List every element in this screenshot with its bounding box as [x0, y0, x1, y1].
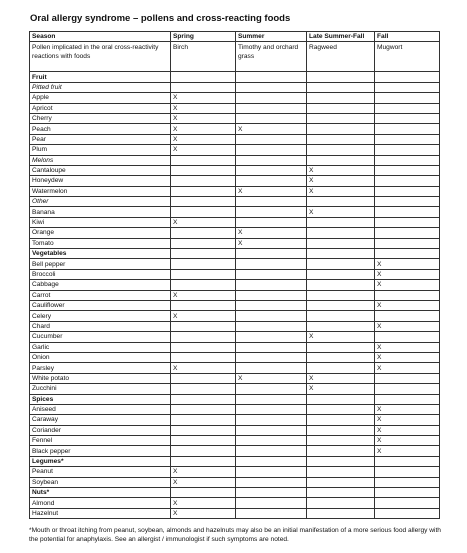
season-mark: X [375, 259, 440, 269]
empty-cell [236, 488, 307, 498]
season-mark [236, 207, 307, 217]
season-mark [171, 446, 236, 456]
food-name: White potato [30, 373, 171, 383]
table-row [30, 467, 440, 477]
table-row [30, 508, 440, 518]
season-mark [375, 93, 440, 103]
season-mark [307, 290, 375, 300]
empty-cell [236, 82, 307, 92]
season-mark [236, 269, 307, 279]
season-mark [307, 436, 375, 446]
season-mark [307, 508, 375, 518]
section-row [30, 72, 440, 82]
season-mark [307, 363, 375, 373]
table-row [30, 124, 440, 134]
season-mark [171, 352, 236, 362]
season-mark: X [171, 113, 236, 123]
season-mark [307, 280, 375, 290]
season-mark [236, 176, 307, 186]
empty-cell [236, 456, 307, 466]
food-name: Soybean [30, 477, 171, 487]
season-mark: X [171, 508, 236, 518]
season-mark [307, 404, 375, 414]
season-mark [307, 342, 375, 352]
food-name: Apricot [30, 103, 171, 113]
table-row [30, 384, 440, 394]
season-mark [236, 300, 307, 310]
season-mark [307, 113, 375, 123]
table-row [30, 280, 440, 290]
season-mark [375, 165, 440, 175]
season-mark: X [171, 124, 236, 134]
season-mark [236, 113, 307, 123]
season-mark [307, 415, 375, 425]
empty-cell [171, 394, 236, 404]
season-mark [171, 321, 236, 331]
season-mark [171, 207, 236, 217]
empty-cell [236, 197, 307, 207]
food-name: Parsley [30, 363, 171, 373]
season-mark [375, 176, 440, 186]
food-name: Orange [30, 228, 171, 238]
allergy-table [29, 31, 440, 519]
page-title: Oral allergy syndrome – pollens and cross-reacting foods [30, 13, 291, 24]
season-mark: X [171, 311, 236, 321]
season-mark [171, 404, 236, 414]
empty-cell [307, 249, 375, 259]
season-mark [171, 176, 236, 186]
empty-cell [307, 197, 375, 207]
food-name: Broccoli [30, 269, 171, 279]
food-name: Garlic [30, 342, 171, 352]
subsection-label: Pitted fruit [30, 82, 171, 92]
subsection-row [30, 197, 440, 207]
section-label: Spices [30, 394, 171, 404]
table-row [30, 425, 440, 435]
empty-cell [307, 155, 375, 165]
header-season: Season [30, 32, 171, 42]
season-mark: X [375, 425, 440, 435]
table-row [30, 186, 440, 196]
season-mark [375, 384, 440, 394]
season-mark [236, 332, 307, 342]
empty-cell [375, 197, 440, 207]
season-mark [236, 145, 307, 155]
subsection-row [30, 82, 440, 92]
season-mark [236, 352, 307, 362]
season-mark [375, 477, 440, 487]
table-row [30, 290, 440, 300]
season-mark [375, 207, 440, 217]
season-mark: X [307, 207, 375, 217]
season-mark: X [171, 93, 236, 103]
season-mark [236, 425, 307, 435]
pollen-spring: Birch [171, 42, 236, 72]
season-mark [307, 134, 375, 144]
empty-cell [375, 249, 440, 259]
season-mark [375, 238, 440, 248]
season-mark: X [375, 269, 440, 279]
empty-cell [171, 197, 236, 207]
season-mark [171, 415, 236, 425]
empty-cell [307, 394, 375, 404]
season-mark [171, 425, 236, 435]
season-mark [236, 93, 307, 103]
footnote: *Mouth or throat itching from peanut, soybean, almonds and hazelnuts may also be an initial manifestation of a more serious food allergy with the potential for anaphylaxis. See an allergist / immunologist if such symptoms are noted. [29, 527, 441, 543]
table-body [30, 42, 440, 519]
header-row [30, 32, 440, 42]
empty-cell [236, 155, 307, 165]
food-name: Banana [30, 207, 171, 217]
season-mark [171, 280, 236, 290]
food-name: Apple [30, 93, 171, 103]
table-row [30, 477, 440, 487]
empty-cell [171, 82, 236, 92]
season-mark [171, 436, 236, 446]
season-mark [375, 113, 440, 123]
season-mark [236, 280, 307, 290]
season-mark [236, 415, 307, 425]
table-row [30, 498, 440, 508]
subsection-row [30, 155, 440, 165]
section-row [30, 456, 440, 466]
section-row [30, 394, 440, 404]
pollen-summer: Timothy and orchard grass [236, 42, 307, 72]
season-mark [307, 425, 375, 435]
header-fall: Fall [375, 32, 440, 42]
table-row [30, 145, 440, 155]
food-name: Watermelon [30, 186, 171, 196]
season-mark: X [307, 165, 375, 175]
season-mark [236, 477, 307, 487]
food-name: Kiwi [30, 217, 171, 227]
header-spring: Spring [171, 32, 236, 42]
empty-cell [236, 72, 307, 82]
food-name: Hazelnut [30, 508, 171, 518]
food-name: Caraway [30, 415, 171, 425]
empty-cell [307, 72, 375, 82]
season-mark [307, 217, 375, 227]
season-mark [375, 145, 440, 155]
season-mark [171, 165, 236, 175]
season-mark: X [375, 321, 440, 331]
food-name: Fennel [30, 436, 171, 446]
season-mark: X [171, 467, 236, 477]
season-mark [307, 103, 375, 113]
season-mark [307, 124, 375, 134]
header-late-summer-fall: Late Summer-Fall [307, 32, 375, 42]
season-mark [307, 477, 375, 487]
empty-cell [375, 82, 440, 92]
season-mark [375, 311, 440, 321]
empty-cell [375, 155, 440, 165]
season-mark: X [307, 373, 375, 383]
empty-cell [375, 456, 440, 466]
table-row [30, 436, 440, 446]
subsection-label: Melons [30, 155, 171, 165]
food-name: Peach [30, 124, 171, 134]
season-mark: X [375, 404, 440, 414]
season-mark: X [375, 363, 440, 373]
table-row [30, 238, 440, 248]
season-mark: X [375, 415, 440, 425]
empty-cell [171, 72, 236, 82]
season-mark [236, 446, 307, 456]
season-mark [307, 446, 375, 456]
food-name: Cauliflower [30, 300, 171, 310]
season-mark [171, 373, 236, 383]
table-row [30, 446, 440, 456]
season-mark: X [375, 342, 440, 352]
season-mark: X [375, 352, 440, 362]
season-mark [307, 238, 375, 248]
season-mark: X [375, 446, 440, 456]
food-name: Carrot [30, 290, 171, 300]
season-mark [236, 259, 307, 269]
empty-cell [171, 488, 236, 498]
season-mark [307, 321, 375, 331]
season-mark [236, 321, 307, 331]
table-row [30, 311, 440, 321]
table-row [30, 363, 440, 373]
season-mark [307, 93, 375, 103]
pollen-row-label: Pollen implicated in the oral cross-reactivity reactions with foods [30, 42, 171, 72]
food-name: Celery [30, 311, 171, 321]
section-label: Nuts* [30, 488, 171, 498]
season-mark [307, 352, 375, 362]
season-mark [236, 498, 307, 508]
table-row [30, 176, 440, 186]
section-row [30, 488, 440, 498]
season-mark: X [236, 228, 307, 238]
season-mark [236, 436, 307, 446]
season-mark: X [171, 290, 236, 300]
table-row [30, 321, 440, 331]
food-name: Chard [30, 321, 171, 331]
season-mark [236, 384, 307, 394]
food-name: Onion [30, 352, 171, 362]
season-mark [375, 228, 440, 238]
season-mark [307, 145, 375, 155]
season-mark [307, 467, 375, 477]
season-mark [171, 228, 236, 238]
season-mark [236, 363, 307, 373]
season-mark: X [171, 145, 236, 155]
empty-cell [307, 488, 375, 498]
empty-cell [171, 249, 236, 259]
empty-cell [307, 456, 375, 466]
table-row [30, 352, 440, 362]
food-name: Plum [30, 145, 171, 155]
season-mark: X [307, 332, 375, 342]
season-mark: X [307, 384, 375, 394]
empty-cell [171, 155, 236, 165]
season-mark [236, 103, 307, 113]
food-name: Almond [30, 498, 171, 508]
season-mark: X [236, 124, 307, 134]
season-mark [171, 269, 236, 279]
pollen-fall: Mugwort [375, 42, 440, 72]
empty-cell [375, 394, 440, 404]
season-mark [375, 134, 440, 144]
season-mark [307, 498, 375, 508]
season-mark [375, 103, 440, 113]
table-row [30, 207, 440, 217]
season-mark [171, 342, 236, 352]
season-mark [307, 259, 375, 269]
season-mark: X [171, 477, 236, 487]
season-mark [236, 467, 307, 477]
season-mark [375, 467, 440, 477]
table-row [30, 103, 440, 113]
season-mark [375, 373, 440, 383]
season-mark [171, 332, 236, 342]
table-row [30, 404, 440, 414]
season-mark [236, 165, 307, 175]
season-mark [307, 311, 375, 321]
season-mark [171, 384, 236, 394]
season-mark: X [236, 238, 307, 248]
table-row [30, 217, 440, 227]
season-mark: X [171, 217, 236, 227]
table-row [30, 259, 440, 269]
empty-cell [375, 72, 440, 82]
table-row [30, 332, 440, 342]
table-row [30, 134, 440, 144]
season-mark [236, 342, 307, 352]
food-name: Cherry [30, 113, 171, 123]
header-summer: Summer [236, 32, 307, 42]
food-name: Bell pepper [30, 259, 171, 269]
season-mark [171, 259, 236, 269]
season-mark [375, 498, 440, 508]
food-name: Coriander [30, 425, 171, 435]
empty-cell [307, 82, 375, 92]
season-mark [375, 290, 440, 300]
season-mark [236, 134, 307, 144]
table-row [30, 373, 440, 383]
table-row [30, 300, 440, 310]
season-mark: X [307, 186, 375, 196]
section-label: Vegetables [30, 249, 171, 259]
season-mark: X [171, 134, 236, 144]
empty-cell [171, 456, 236, 466]
table-row [30, 269, 440, 279]
food-name: Cabbage [30, 280, 171, 290]
food-name: Tomato [30, 238, 171, 248]
food-name: Pear [30, 134, 171, 144]
season-mark [171, 300, 236, 310]
table-row [30, 113, 440, 123]
pollen-late-summer-fall: Ragweed [307, 42, 375, 72]
season-mark [375, 332, 440, 342]
food-name: Black pepper [30, 446, 171, 456]
table-row [30, 165, 440, 175]
season-mark [236, 217, 307, 227]
food-name: Aniseed [30, 404, 171, 414]
empty-cell [236, 249, 307, 259]
season-mark [236, 311, 307, 321]
table-row [30, 342, 440, 352]
section-label: Fruit [30, 72, 171, 82]
section-row [30, 249, 440, 259]
season-mark [236, 508, 307, 518]
pollen-row [30, 42, 440, 72]
season-mark: X [375, 280, 440, 290]
food-name: Cantaloupe [30, 165, 171, 175]
season-mark [171, 238, 236, 248]
season-mark: X [171, 363, 236, 373]
table-row [30, 415, 440, 425]
food-name: Peanut [30, 467, 171, 477]
season-mark: X [307, 176, 375, 186]
empty-cell [375, 488, 440, 498]
season-mark [307, 269, 375, 279]
table-row [30, 228, 440, 238]
season-mark [236, 404, 307, 414]
subsection-label: Other [30, 197, 171, 207]
season-mark [375, 217, 440, 227]
food-name: Cucumber [30, 332, 171, 342]
season-mark: X [375, 300, 440, 310]
season-mark: X [236, 186, 307, 196]
season-mark [236, 290, 307, 300]
season-mark: X [236, 373, 307, 383]
season-mark [375, 508, 440, 518]
table-row [30, 93, 440, 103]
food-name: Honeydew [30, 176, 171, 186]
season-mark: X [375, 436, 440, 446]
season-mark [307, 228, 375, 238]
food-name: Zucchini [30, 384, 171, 394]
empty-cell [236, 394, 307, 404]
season-mark: X [171, 498, 236, 508]
season-mark [307, 300, 375, 310]
section-label: Legumes* [30, 456, 171, 466]
season-mark [171, 186, 236, 196]
season-mark [375, 124, 440, 134]
season-mark [375, 186, 440, 196]
season-mark: X [171, 103, 236, 113]
